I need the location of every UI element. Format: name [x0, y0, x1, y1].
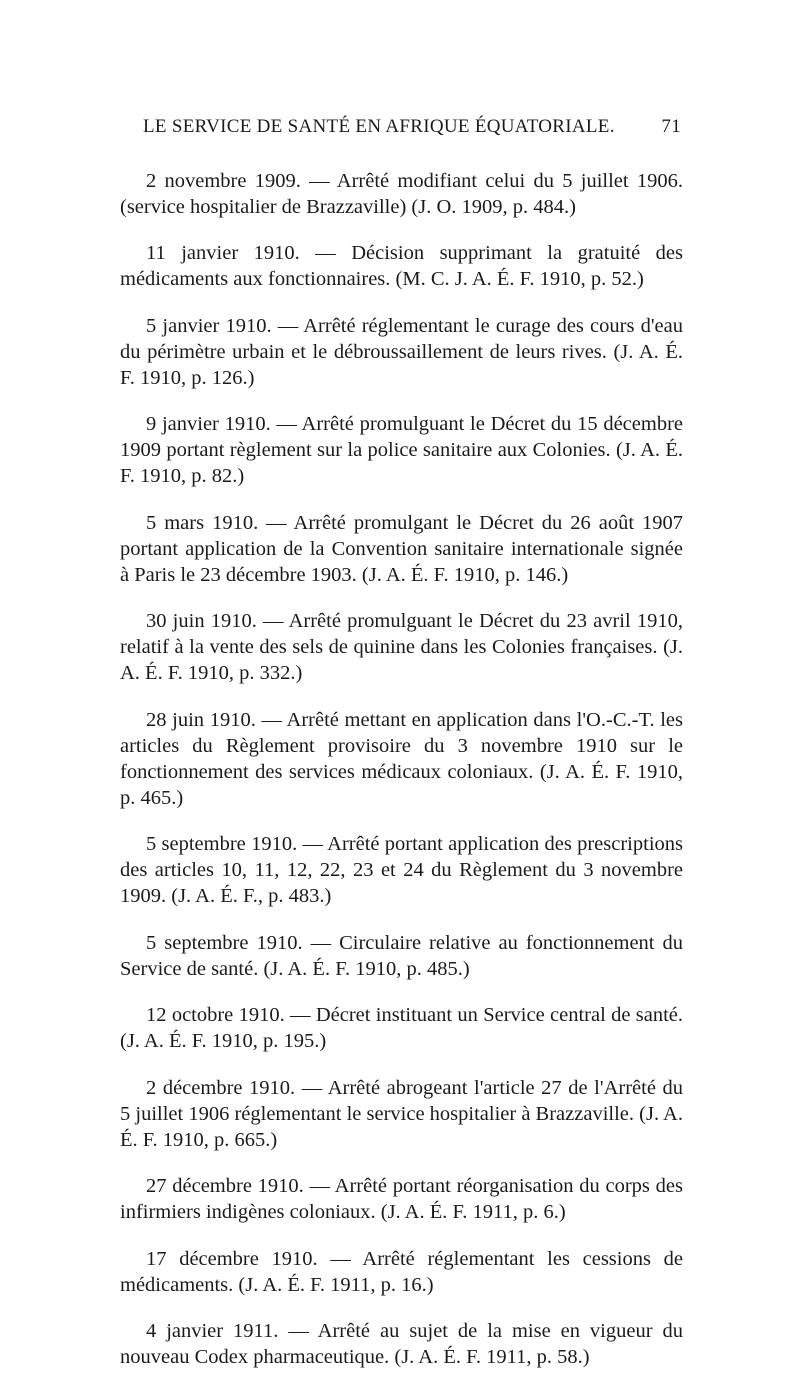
entry-1: 2 novembre 1909. — Arrêté modifiant celui du 5 juillet 1906. (service hospitalier de Brazzaville) (J. O. 1909, p. 484.)	[120, 169, 683, 218]
running-header	[143, 116, 681, 142]
entry-11: 2 décembre 1910. — Arrêté abrogeant l'article 27 de l'Arrêté du 5 juillet 1906 réglementant le service hospitalier à Brazzaville. (J. A. É. F. 1910, p. 665.)	[120, 1076, 683, 1151]
entry-9: 5 septembre 1910. — Circulaire relative au fonctionnement du Service de santé. (J. A. É. F. 1910, p. 485.)	[120, 931, 683, 980]
entry-list	[120, 147, 683, 1378]
entry-5: 5 mars 1910. — Arrêté promulgant le Décret du 26 août 1907 portant application de la Convention sanitaire internationale signée à Paris le 23 décembre 1903. (J. A. É. F. 1910, p. 146.)	[120, 511, 683, 586]
entry-14: 4 janvier 1911. — Arrêté au sujet de la mise en vigueur du nouveau Codex pharmaceutique. (J. A. É. F. 1911, p. 58.)	[120, 1320, 683, 1368]
entry-13: 17 décembre 1910. — Arrêté réglementant les cessions de médicaments. (J. A. É. F. 1911, p. 16.)	[120, 1247, 683, 1296]
entry-12: 27 décembre 1910. — Arrêté portant réorganisation du corps des infirmiers indigènes coloniaux. (J. A. É. F. 1911, p. 6.)	[120, 1175, 683, 1223]
entry-10: 12 octobre 1910. — Décret instituant un Service central de santé. (J. A. É. F. 1910, p. 195.)	[120, 1004, 683, 1052]
running-title: LE SERVICE DE SANTÉ EN AFRIQUE ÉQUATORIALE.	[143, 116, 615, 137]
entry-4: 9 janvier 1910. — Arrêté promulguant le Décret du 15 décembre 1909 portant règlement sur la police sanitaire aux Colonies. (J. A. É. F. 1910, p. 82.)	[120, 413, 683, 487]
entry-2: 11 janvier 1910. — Décision supprimant la gratuité des médicaments aux fonctionnaires. (M. C. J. A. É. F. 1910, p. 52.)	[120, 242, 683, 290]
entry-8: 5 septembre 1910. — Arrêté portant application des prescriptions des articles 10, 11, 12, 22, 23 et 24 du Règlement du 3 novembre 1909. (J. A. É. F., p. 483.)	[120, 833, 683, 907]
page-number: 71	[661, 116, 681, 137]
entry-3: 5 janvier 1910. — Arrêté réglementant le curage des cours d'eau du périmètre urbain et le débroussaillement de leurs rives. (J. A. É. F. 1910, p. 126.)	[120, 314, 683, 389]
entry-6: 30 juin 1910. — Arrêté promulguant le Décret du 23 avril 1910, relatif à la vente des sels de quinine dans les Colonies françaises. (J. A. É. F. 1910, p. 332.)	[120, 610, 683, 684]
entry-7: 28 juin 1910. — Arrêté mettant en application dans l'O.-C.-T. les articles du Règlement provisoire du 3 novembre 1910 sur le fonctionnement des services médicaux coloniaux. (J. A. É. F. 1910, p. 465.)	[120, 708, 683, 809]
